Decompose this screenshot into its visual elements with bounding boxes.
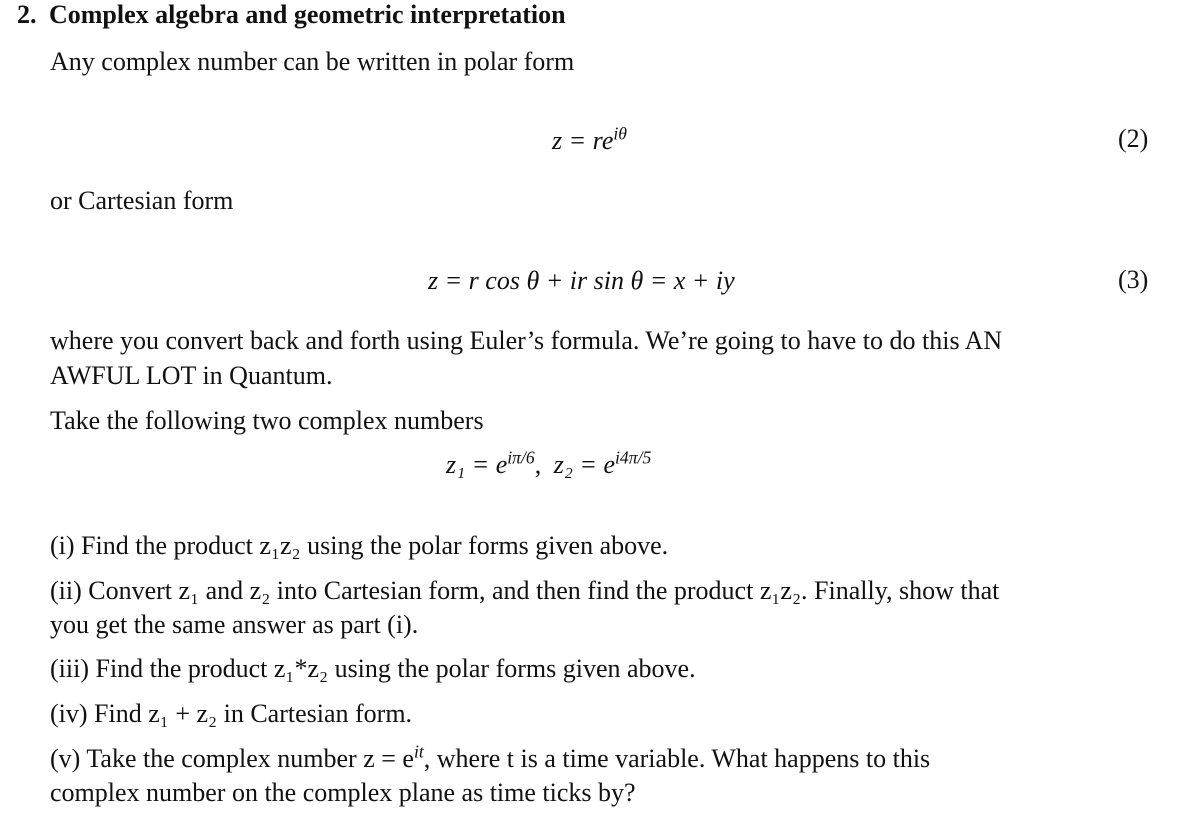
question-4: (iv) Find z₁ + z₂ in Cartesian form. <box>50 699 413 728</box>
euler-text-line-1: where you convert back and forth using Euler’s formula. We’re going to have to do this AN <box>50 326 1003 355</box>
eq2-exponent: iθ <box>613 123 627 144</box>
q5-text-b: , where t is a time variable. What happens to this <box>423 744 931 773</box>
question-5-line-2: complex number on the complex plane as time ticks by? <box>50 778 636 807</box>
section-title: Complex algebra and geometric interpretation <box>49 0 566 29</box>
z1-exponent: iπ/6 <box>507 447 535 468</box>
z1-definition: z₁ = e <box>446 450 508 479</box>
q5-text-a: (v) Take the complex number z = e <box>50 744 414 773</box>
eq2-lhs: z = re <box>552 126 614 155</box>
complex-numbers-equation <box>446 447 652 480</box>
z2-definition: z₂ = e <box>553 450 616 479</box>
question-5-line-1 <box>50 742 930 776</box>
or-cartesian-text: or Cartesian form <box>50 186 234 215</box>
question-2-line-1: (ii) Convert z₁ and z₂ into Cartesian form, and then find the product z₁z₂. Finally, show that <box>50 576 1000 605</box>
take-text: Take the following two complex numbers <box>50 406 484 435</box>
question-1: (i) Find the product z₁z₂ using the polar forms given above. <box>50 531 669 560</box>
equation-3-number: (3) <box>1118 265 1149 294</box>
q5-exponent: it <box>413 741 424 762</box>
equation-3: z = r cos θ + ir sin θ = x + iy <box>428 266 735 295</box>
intro-text: Any complex number can be written in polar form <box>50 47 575 76</box>
question-2-line-2: you get the same answer as part (i). <box>50 610 419 639</box>
question-3: (iii) Find the product z₁*z₂ using the polar forms given above. <box>50 654 696 683</box>
section-number: 2. <box>17 0 37 29</box>
separator-comma: , <box>534 450 542 479</box>
equation-2-number: (2) <box>1118 124 1149 153</box>
euler-text-line-2: AWFUL LOT in Quantum. <box>50 361 333 390</box>
section-heading <box>17 0 566 30</box>
z2-exponent: i4π/5 <box>615 447 652 468</box>
equation-2 <box>552 123 627 156</box>
